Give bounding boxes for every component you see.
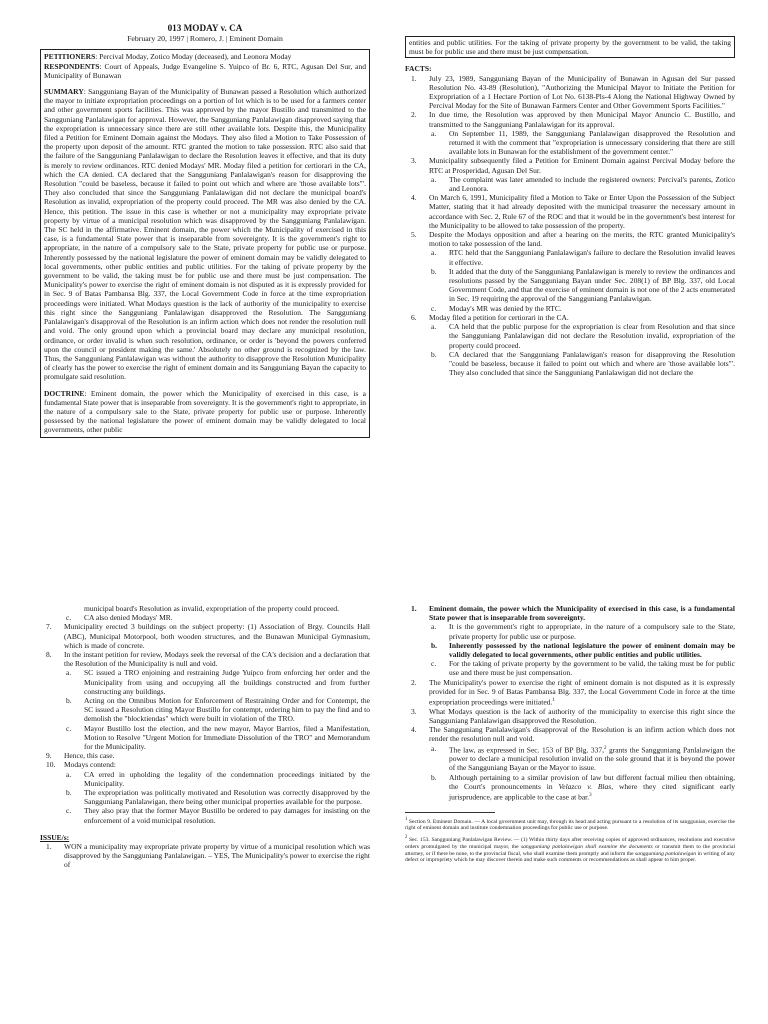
fact-item: 3. Municipality subsequently filed a Petition for Eminent Domain against Percival Moday before the RTC at Prosperidad, Agusan Del Sur. (411, 156, 735, 175)
fact-item: 8. In the instant petition for review, Modays seek the reversal of the CA's decision and a declaration that the Resolution of the Municipality is null and void. (46, 650, 370, 669)
ratio-item: 4. The Sangguniang Panlalawigan's disapproval of the Resolution is an infirm action which does not render the resolution null and void. (411, 725, 735, 744)
ratio-subitem: c. For the taking of private property by the government to be valid, the taking must be for public use and there must be just compensation. (431, 659, 735, 678)
facts-heading: FACTS: (405, 64, 432, 74)
fact-item: 5. Despite the Modays opposition and after a hearing on the merits, the RTC granted Municipality's motion to take possession of the land. (411, 230, 735, 249)
upper-left-column (40, 24, 370, 438)
lower-left-column (40, 604, 370, 870)
fact-subitem: b. CA declared that the Sangguniang Panlalawigan's reason for disapproving the Resolution "could be baseless, because it failed to point out which and where are 'those available lots'". They also concluded that since the Sangguniang Panlalawigan did not declare the (431, 349, 735, 378)
respondents-text: : Court of Appeals, Judge Evangeline S. Yuipco of Br. 6, RTC, Agusan Del Sur, and Municipality of Bunawan (44, 61, 366, 80)
case-subtitle: February 20, 1997 | Romero, J. | Eminent Domain (127, 34, 283, 44)
fact-subitem: a. CA held that the public purpose for the expropriation is clear from Resolution and that since the Sangguniang Panlalawigan did not declare the Resolution invalid, expropriation of the property could proceed. (431, 322, 735, 350)
issue-item: 1. WON a municipality may expropriate private property by virtue of a municipal resolution which was disapproved by the Sangguniang Panlalawigan. – YES, The Municipality's power to exercise the right of (46, 842, 370, 870)
doctrine-continued-box: entities and public utilities. For the taking of private property by the government to be valid, the taking must be for public use and there must be just compensation. (405, 36, 735, 58)
fact-subitem: a. On September 11, 1989, the Sangguniang Panlalawigan disapproved the Resolution and returned it with the comment that "expropriation is unnecessary considering that there are still available lots in Bunawan for the establishment of the government center." (431, 128, 735, 157)
summary-label: SUMMARY (44, 87, 84, 97)
fact-subitem: c. CA also denied Modays' MR. (66, 613, 173, 623)
footnote-2: $^2$ Sec. 153. Sangguniang Panlalawigan Review. — (1) Within thirty days after receiving copies of approved ordinances, resolutions and executive orders promulgated by the municipal mayor, the sangguniang panlalawigan shall examine the documents or transmit them to the provincial attorney, or if there be none, to the provincial fiscal, who shall examine them promptly and inform the sangguniang panlalawigan in writing of any defect or impropriety which he may discover therein and make such comments or recommendations as shall appear to him proper. (405, 835, 735, 864)
fact-subitem: a. CA erred in upholding the legality of the condemnation proceedings initiated by the Municipality. (66, 769, 370, 788)
footnote-ref[interactable]: 1 (552, 698, 555, 704)
ratio-subitem: b. Although pertaining to a similar provision of law but different factual milieu then obtaining, the Court's pronouncements in Velazco v. Blas, where they cited significant early jurisprudence, are applicable to the case at bar.$^3$ (431, 772, 735, 802)
footnote-ref[interactable]: 2 (604, 745, 607, 751)
summary-paragraph (44, 87, 366, 382)
upper-right-column (405, 36, 735, 377)
fact-item: 10. Modays contend: (46, 760, 116, 770)
lower-right-column (405, 604, 735, 864)
petitioners-line (44, 52, 366, 61)
doctrine-text: : Eminent domain, the power which the Municipality of exercised in this case, is a fundamental State power that is inseparable from sovereignty. It is the government's right to appropriate, in the nature of a compulsory sale to the State, private property for public use or purpose. Inherently possessed by the national legislature the power of eminent domain may be validly delegated to local governments, other public (44, 388, 366, 435)
fact-item: 2. In due time, the Resolution was approved by then Municipal Mayor Anuncio C. Bustillo, and transmitted to the Sangguniang Panlalawigan for its approval. (411, 110, 735, 129)
facts-continued-lead: municipal board's Resolution as invalid, expropriation of the property could proceed. (84, 604, 340, 613)
respondents-label: RESPONDENTS (44, 61, 100, 71)
footnotes (405, 812, 735, 865)
ratio-subitem: b. Inherently possessed by the national legislature the power of eminent domain may be validly delegated to local governments, other public entities and public utilities. (431, 640, 735, 660)
summary-box (40, 49, 370, 437)
petitioners-label: PETITIONERS (44, 52, 96, 62)
petitioners-text: : Percival Moday, Zotico Moday (deceased), and Leonora Moday (95, 52, 292, 62)
fact-subitem: a. RTC held that the Sangguniang Panlalawigan's failure to declare the Resolution invalid leaves it effective. (431, 248, 735, 267)
fact-subitem: b. It added that the duty of the Sangguniang Panlalawigan is merely to review the ordinances and resolutions passed by the Sangguniang Bayan under Sec. 208(1) of BP Blg. 337, old Local Government Code, and that the exercise of eminent domain is not one of the 2 acts enumerated in Sec. 19 requiring the approval of the Sangguniang Panlalawigan. (431, 266, 735, 304)
doctrine-paragraph (44, 389, 366, 435)
fact-item: 4. On March 6, 1991, Municipality filed a Motion to Take or Enter Upon the Possession of the Subject Matter, stating that it had already deposited with the municipal treasurer the necessary amount in accordance with Sec. 2, Rule 67 of the ROC and that it would be in the government's best interest for the Municipality to be allowed to take possession of the property. (411, 193, 735, 230)
ratio-subitem: a. It is the government's right to appropriate, in the nature of a compulsory sale to the State, private property for public use or purpose. (431, 622, 735, 641)
footnote-ref[interactable]: 3 (589, 793, 592, 799)
footnote-1: $^1$ Section 9. Eminent Domain. — A local government unit may, through its head and acting pursuant to a resolution of its sanggunian, exercise the right of eminent domain and institute condemnation proceedings for public use or purpose. (405, 816, 735, 832)
ratio-subitem: a. The law, as expressed in Sec. 153 of BP Blg. 337,$^2$ grants the Sangguniang Panlalawigan the power to declare a municipal resolution invalid on the sole ground that it is beyond the power of the Sangguniang Bayan or the Mayor to issue. (431, 743, 735, 773)
respondents-line (44, 62, 366, 80)
fact-subitem: a. SC issued a TRO enjoining and restraining Judge Yuipco from enforcing her order and the Municipality from using and occupying all the buildings constructed and from further constructing any buildings. (66, 668, 370, 696)
fact-subitem: a. The complaint was later amended to include the registered owners: Percival's parents, Zotico and Leonora. (431, 174, 735, 194)
fact-subitem: b. Acting on the Omnibus Motion for Enforcement of Restraining Order and for Contempt, the SC issued a Resolution citing Mayor Bustillo for contempt, ordering him to pay the find and to demolish the "blocktiendas" which were built in violation of the TRO. (66, 696, 370, 724)
doctrine-label: DOCTRINE (44, 388, 85, 398)
issues-heading: ISSUE/s: (40, 832, 70, 842)
summary-text: : Sangguniang Bayan of the Municipality of Bunawan passed a Resolution which authorized the mayor to initiate expropriation proceedings on a portion of lot which is to be used for a farmers center and other government sports facilities. This was approved by the mayor Bustillo and transmitted to the Sangguniang Panlalawigan for approval. However, the Sangguniang Panlalawigan disapproved saying that the expropriation is unnecessary since there are still other available lots. Despite this, the Municipality filed a Petition for Eminent Domain against the Modays. They also filed a Motion to Take Possession of the property upon deposit of the amount. RTC granted the motion to take possession. RTC also said that the failure of the Sangguniang Panlalawigan to declare the Resolution leaves it effective, and that its duty is merely to review ordinances. RTC denied Modays' MR. Moday filed a petition for certiorari in the CA, which the CA denied. CA declared that the Sangguniang Panlalawigan's reason for disapproving the Resolution "could be baseless, because it failed to point out which and where are 'those available lots'". They also concluded that since the Sangguniang Panlalawigan did not declare the municipal board's Resolution as invalid, expropriation of the property could proceed. The MR was also denied by the CA. Hence, this petition. The issue in this case is whether or not a municipality may expropriate private property by virtue of a municipal resolution which was disapproved by the Sangguniang Panlalawigan. The SC held in the affirmative. Eminent domain, the power which the Municipality of exercised in this case, is a fundamental State power that is inseparable from sovereignty. It is the government's right to appropriate, in the nature of a compulsory sale to the State, private property for public use or purpose. Inherently possessed by the national legislature the power of eminent domain may be validly delegated to local governments, other public entities and public utilities. For the taking of private property by the government to be valid, the taking must be for public use and there must be just compensation. The Municipality's power to exercise the right of eminent domain is not disputed as it is expressly provided for in Sec. 9 of Batas Pambansa Blg. 337, the Local Government Code in force at the time expropriation proceedings were initiated. What Modays question is the lack of authority of the municipality to exercise this right since the Sangguniang Panlalawigan disapproved the Resolution. The Sangguniang Panlalawigan's disapproval of the Resolution is an infirm action which does not render the resolution null and void. The only ground upon which a provincial board may declare any municipal resolution, ordinance, or order invalid is when such resolution, ordinance, or order is 'beyond the powers conferred upon the council or president making the same.' Absolutely no other ground is recognized by the law. Thus, the Sangguniang Panlalawigan was without the authority to disapprove the Resolution Municipality of clearly has the power to exercise the right of eminent domain and its Sangguniang Bayan the capacity to promulgate said resolution. (44, 87, 366, 382)
facts-list (405, 74, 735, 378)
case-citation: Velazco v. Blas (558, 781, 612, 791)
fact-item: 6. Moday filed a petition for certiorari in the CA. (411, 312, 569, 322)
ratio-item: 1. Eminent domain, the power which the Municipality of exercised in this case, is a fundamental State power that is inseparable from sovereignty. (411, 604, 735, 623)
fact-item: 9. Hence, this case. (46, 751, 115, 761)
fact-subitem: b. The expropriation was politically motivated and Resolution was correctly disapproved by the Sangguniang Panlalawigan, there being other municipal properties available for the purpose. (66, 788, 370, 807)
fact-subitem: c. Mayor Bustillo lost the election, and the new mayor, Mayor Barrios, filed a Manifestation, Motion to Resolve "Urgent Motion for Immediate Dissolution of the TRO" and Memorandum for the Municipality. (66, 723, 370, 752)
ratio-item: 2. The Municipality's power to exercise the right of eminent domain is not disputed as it is expressly provided for in Sec. 9 of Batas Pambansa Blg. 337, the Local Government Code in force at the time expropriation proceedings were initiated.$^1$ (411, 677, 735, 707)
ratio-item: 3. What Modays question is the lack of authority of the municipality to exercise this right since the Sangguniang Panlalawigan disapproved the Resolution. (411, 706, 735, 725)
footnote-divider (405, 812, 495, 813)
fact-item: 7. Municipality erected 3 buildings on the subject property: (1) Association of Brgy. Councils Hall (ABC), Municipal Motorpool, both wooden structures, and the Bunawan Municipal Gymnasium, which is made of concrete. (46, 622, 370, 650)
fact-subitem: c. Moday's MR was denied by the RTC. (431, 303, 562, 313)
fact-item: 1. July 23, 1989, Sangguniang Bayan of the Municipality of Bunawan in Agusan del Sur passed Resolution No. 43-89 (Resolution), "Authorizing the Municipal Mayor to Initiate the Petition for Expropriation of a 1 Hectare Portion of Lot No. 6138-Pls-4 Along the National Highway Owned by Percival Moday for the Site of Bunawan Farmers Center and Other Government Sports Facilities." (411, 73, 735, 111)
case-title: 013 MODAY v. CA (167, 23, 243, 33)
fact-subitem: c. They also pray that the former Mayor Bustillo be ordered to pay damages for insisting on the enforcement of a void municipal resolution. (66, 806, 370, 825)
